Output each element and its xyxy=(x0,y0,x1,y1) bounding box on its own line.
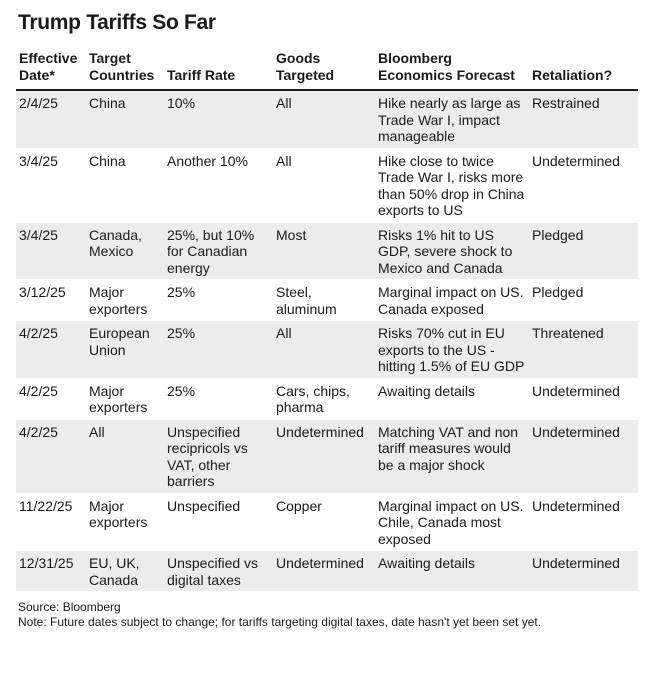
retaliation-cell: Pledged xyxy=(529,222,638,280)
forecast-cell: Risks 1% hit to US GDP, severe shock to Mexico and Canada xyxy=(375,222,529,280)
effective-date-cell: 12/31/25 xyxy=(16,551,86,592)
header-effective-date: Effective Date* xyxy=(16,50,86,90)
header-retaliation: Retaliation? xyxy=(529,50,638,90)
table-row xyxy=(16,321,638,379)
tariff-rate-cell: 25% xyxy=(164,280,273,321)
retaliation-cell: Undetermined xyxy=(529,551,638,592)
target-countries-cell: EU, UK, Canada xyxy=(86,551,164,592)
goods-targeted-cell: Copper xyxy=(273,493,375,551)
goods-targeted-cell: All xyxy=(273,148,375,222)
retaliation-cell: Threatened xyxy=(529,321,638,379)
retaliation-cell: Undetermined xyxy=(529,148,638,222)
tariff-rate-cell: 25% xyxy=(164,321,273,379)
forecast-cell: Awaiting details xyxy=(375,378,529,419)
forecast-cell: Matching VAT and non tariff measures would be a major shock xyxy=(375,419,529,493)
forecast-cell: Hike close to twice Trade War I, risks more than 50% drop in China exports to US xyxy=(375,148,529,222)
footer xyxy=(18,600,638,630)
effective-date-cell: 2/4/25 xyxy=(16,90,86,148)
effective-date-cell: 3/12/25 xyxy=(16,280,86,321)
goods-targeted-cell: Undetermined xyxy=(273,551,375,592)
table-row xyxy=(16,493,638,551)
forecast-cell: Marginal impact on US. Chile, Canada most exposed xyxy=(375,493,529,551)
footnote: Note: Future dates subject to change; for tariffs targeting digital taxes, date hasn't yet been set yet. xyxy=(18,615,542,629)
goods-targeted-cell: Most xyxy=(273,222,375,280)
target-countries-cell: Major exporters xyxy=(86,493,164,551)
retaliation-cell: Undetermined xyxy=(529,493,638,551)
header-goods-targeted: Goods Targeted xyxy=(273,50,375,90)
target-countries-cell: Major exporters xyxy=(86,378,164,419)
source-note: Source: Bloomberg xyxy=(18,600,121,614)
tariff-rate-cell: Unspecified recipricols vs VAT, other barriers xyxy=(164,419,273,493)
forecast-cell: Hike nearly as large as Trade War I, impact manageable xyxy=(375,90,529,148)
table-row xyxy=(16,90,638,148)
tariff-rate-cell: Another 10% xyxy=(164,148,273,222)
forecast-cell: Risks 70% cut in EU exports to the US - hitting 1.5% of EU GDP xyxy=(375,321,529,379)
tariff-rate-cell: 25%, but 10% for Canadian energy xyxy=(164,222,273,280)
goods-targeted-cell: All xyxy=(273,90,375,148)
retaliation-cell: Undetermined xyxy=(529,419,638,493)
retaliation-cell: Undetermined xyxy=(529,378,638,419)
effective-date-cell: 3/4/25 xyxy=(16,148,86,222)
table-row xyxy=(16,378,638,419)
table-row xyxy=(16,280,638,321)
tariff-figure xyxy=(16,10,638,630)
table-row xyxy=(16,551,638,592)
header-bloomberg-forecast: Bloomberg Economics Forecast xyxy=(375,50,529,90)
target-countries-cell: China xyxy=(86,90,164,148)
forecast-cell: Marginal impact on US. Canada exposed xyxy=(375,280,529,321)
header-tariff-rate: Tariff Rate xyxy=(164,50,273,90)
tariff-rate-cell: 10% xyxy=(164,90,273,148)
forecast-cell: Awaiting details xyxy=(375,551,529,592)
goods-targeted-cell: Undetermined xyxy=(273,419,375,493)
effective-date-cell: 4/2/25 xyxy=(16,419,86,493)
header-row xyxy=(16,50,638,90)
page-title: Trump Tariffs So Far xyxy=(18,11,216,34)
tariff-rate-cell: 25% xyxy=(164,378,273,419)
table-body xyxy=(16,90,638,592)
retaliation-cell: Restrained xyxy=(529,90,638,148)
tariff-rate-cell: Unspecified vs digital taxes xyxy=(164,551,273,592)
tariff-rate-cell: Unspecified xyxy=(164,493,273,551)
target-countries-cell: Canada, Mexico xyxy=(86,222,164,280)
target-countries-cell: China xyxy=(86,148,164,222)
goods-targeted-cell: Cars, chips, pharma xyxy=(273,378,375,419)
table-row xyxy=(16,148,638,222)
tariffs-table xyxy=(16,50,638,592)
header-target-countries: Target Countries xyxy=(86,50,164,90)
effective-date-cell: 3/4/25 xyxy=(16,222,86,280)
target-countries-cell: All xyxy=(86,419,164,493)
effective-date-cell: 4/2/25 xyxy=(16,378,86,419)
table-row xyxy=(16,419,638,493)
retaliation-cell: Pledged xyxy=(529,280,638,321)
target-countries-cell: European Union xyxy=(86,321,164,379)
table-row xyxy=(16,222,638,280)
goods-targeted-cell: Steel, aluminum xyxy=(273,280,375,321)
goods-targeted-cell: All xyxy=(273,321,375,379)
effective-date-cell: 4/2/25 xyxy=(16,321,86,379)
target-countries-cell: Major exporters xyxy=(86,280,164,321)
table-header xyxy=(16,50,638,90)
effective-date-cell: 11/22/25 xyxy=(16,493,86,551)
